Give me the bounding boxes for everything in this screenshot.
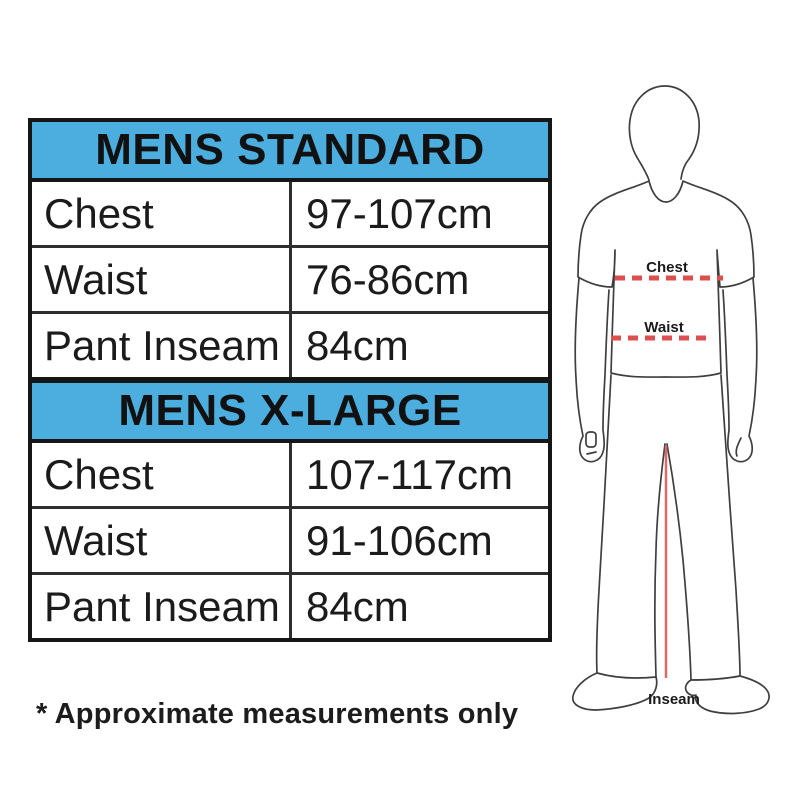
right-arm	[723, 278, 757, 462]
row-value: 84cm	[306, 321, 409, 369]
section-title: MENS X-LARGE	[118, 386, 462, 435]
row-label: Waist	[32, 248, 292, 311]
chest-label: Chest	[646, 259, 688, 276]
table-row	[32, 443, 548, 506]
section-header-mens-x-large	[32, 377, 548, 443]
row-label: Pant Inseam	[32, 314, 292, 377]
row-value: 91-106cm	[306, 516, 493, 564]
right-finger-detail	[736, 438, 741, 456]
pants-left-leg	[597, 375, 665, 678]
left-hand-line	[587, 452, 596, 454]
section-title: MENS STANDARD	[95, 125, 485, 174]
body-measurement-diagram	[570, 80, 800, 728]
table-row	[32, 245, 548, 311]
row-label: Chest	[32, 182, 292, 245]
footnote: * Approximate measurements only	[36, 698, 519, 730]
table-row	[32, 182, 548, 245]
waist-label: Waist	[644, 319, 684, 336]
left-arm	[575, 278, 609, 462]
table-row	[32, 506, 548, 572]
table-row	[32, 311, 548, 377]
row-value: 84cm	[306, 582, 409, 630]
inseam-label: Inseam	[648, 691, 700, 708]
left-thumb-detail	[586, 432, 596, 447]
row-value: 76-86cm	[306, 255, 470, 303]
section-header-mens-standard	[32, 122, 548, 182]
size-chart-table	[28, 118, 552, 642]
row-label: Chest	[32, 443, 292, 506]
row-value: 107-117cm	[306, 450, 514, 498]
row-label: Waist	[32, 509, 292, 572]
row-value: 97-107cm	[306, 189, 493, 237]
row-label: Pant Inseam	[32, 575, 292, 638]
table-row	[32, 572, 548, 638]
head-outline	[629, 86, 699, 180]
